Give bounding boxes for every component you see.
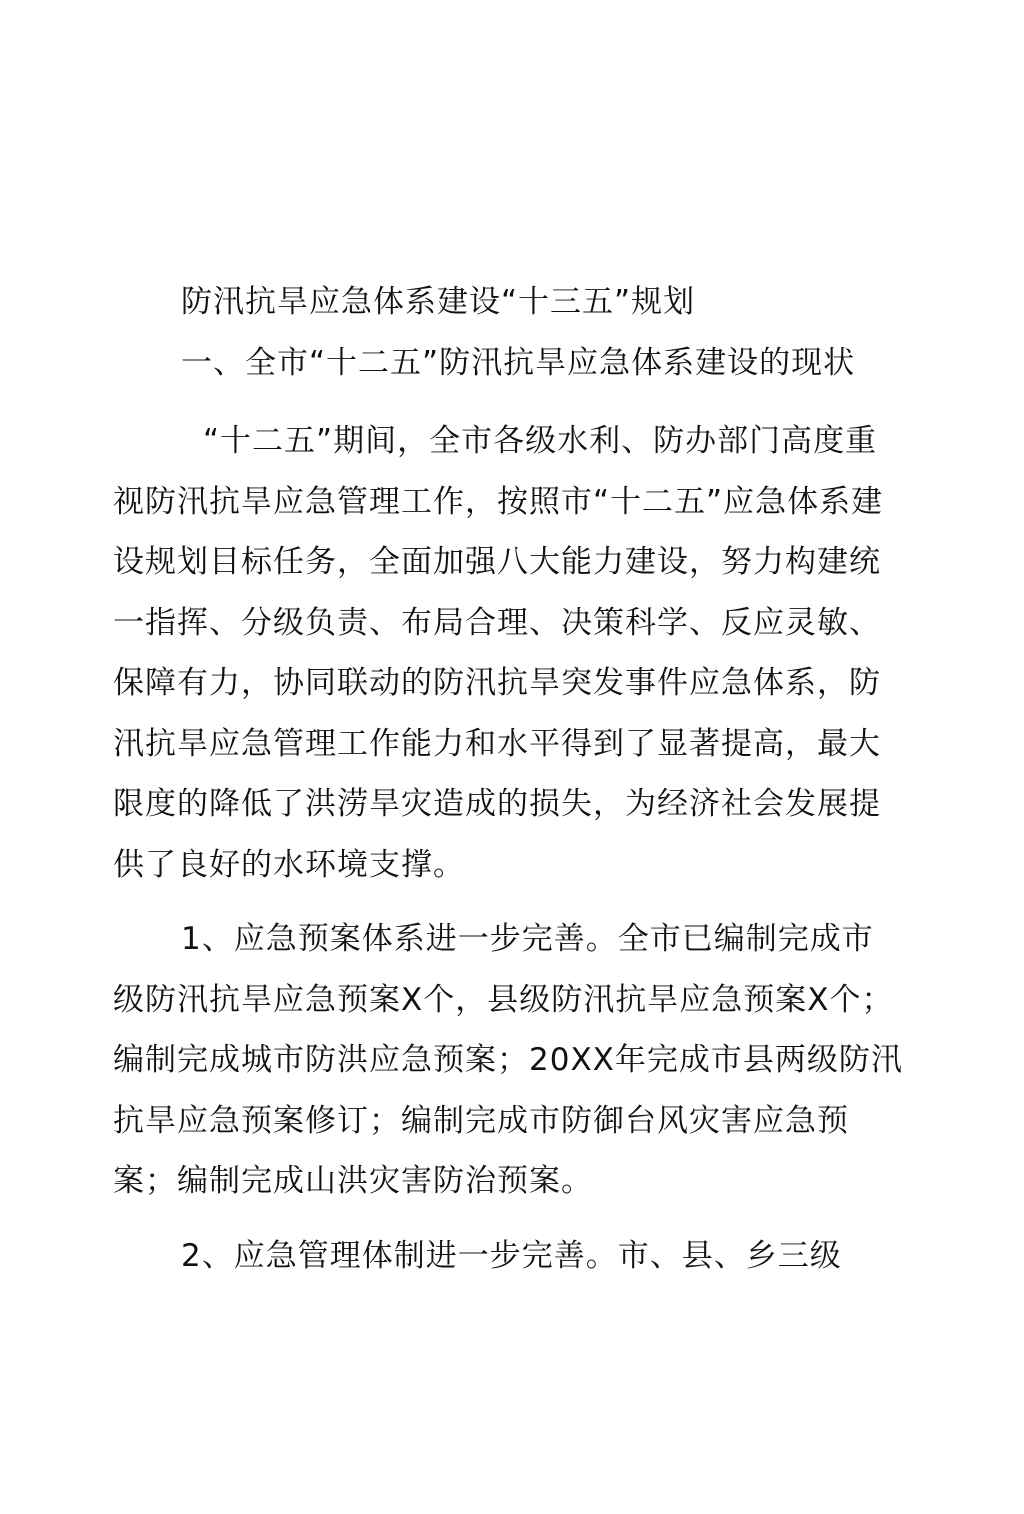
section-heading: 一、全市“十二五”防汛抗旱应急体系建设的现状 [181,344,856,381]
paragraph-overview: “十二五”期间，全市各级水利、防办部门高度重视防汛抗旱应急管理工作，按照市“十二五”应急体系建设规划目标任务，全面加强八大能力建设，努力构建统一指挥、分级负责、布局合理、决策科学、反应灵敏、保障有力，协同联动的防汛抗旱突发事件应急体系，防汛抗旱应急管理工作能力和水平得到了显著提高，最大限度的降低了洪涝旱灾造成的损失，为经济社会发展提供了良好的水环境支撑。 [113,423,884,883]
document-title: 防汛抗旱应急体系建设“十三五”规划 [181,284,696,320]
document-body [113,272,903,1286]
paragraph-item-1: 1、应急预案体系进一步完善。全市已编制完成市级防汛抗旱应急预案X个，县级防汛抗旱应急预案X个；编制完成城市防洪应急预案；20XX年完成市县两级防汛抗旱应急预案修订；编制完成市防御台风灾害应急预案；编制完成山洪灾害防治预案。 [113,921,903,1199]
paragraph-item-2: 2、应急管理体制进一步完善。市、县、乡三级 [181,1237,842,1274]
